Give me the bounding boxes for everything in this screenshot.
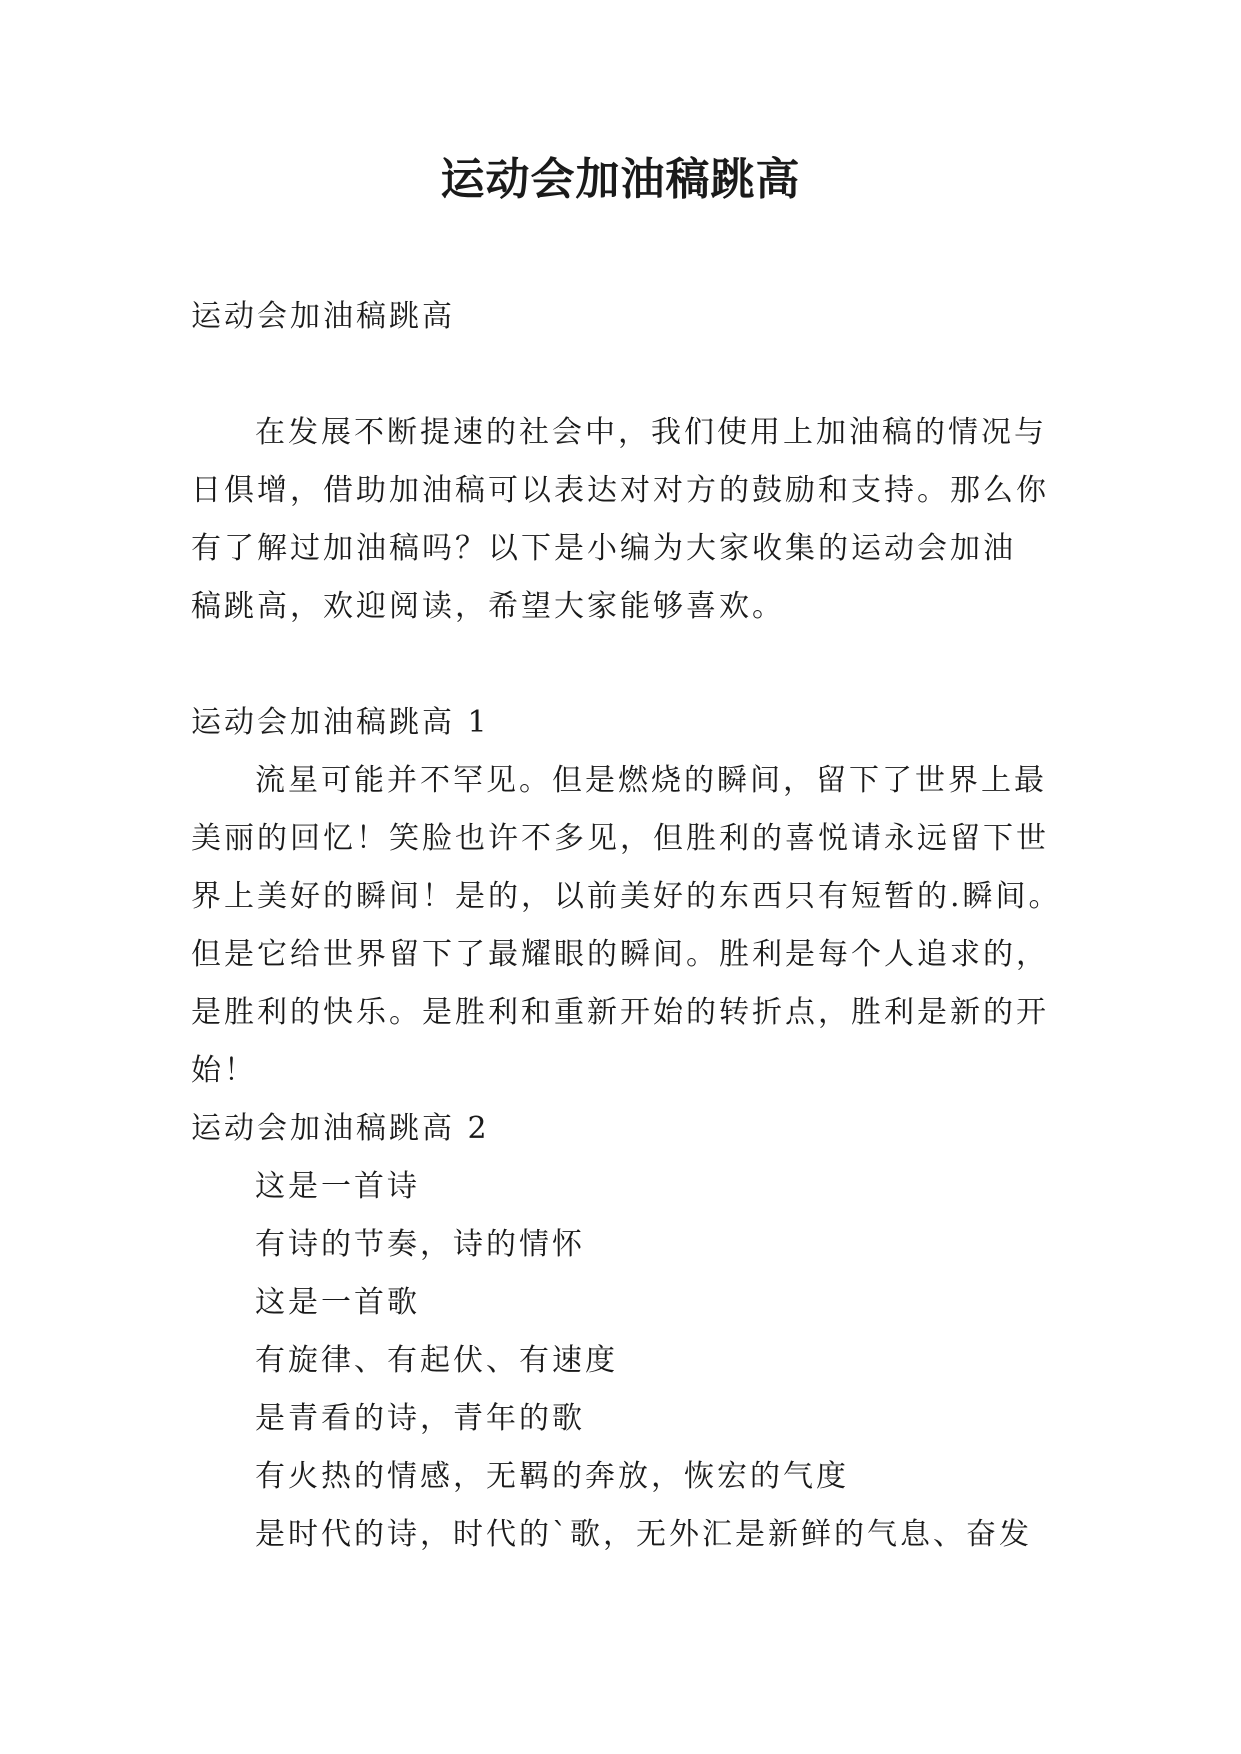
- document-title: 运动会加油稿跳高: [440, 154, 801, 205]
- poem-line: 是时代的诗，时代的`歌，无外汇是新鲜的气息、奋发: [255, 1517, 1032, 1552]
- intro-line: 日俱增，借助加油稿可以表达对对方的鼓励和支持。那么你: [191, 473, 1049, 508]
- poem-line: 有诗的节奏，诗的情怀: [255, 1227, 585, 1262]
- poem-line: 这是一首歌: [255, 1285, 420, 1320]
- section-1-line: 美丽的回忆！笑脸也许不多见，但胜利的喜悦请永远留下世: [191, 821, 1049, 856]
- section-1-heading: 运动会加油稿跳高 1: [191, 705, 490, 740]
- section-2-heading: 运动会加油稿跳高 2: [191, 1111, 490, 1146]
- intro-line: 有了解过加油稿吗？以下是小编为大家收集的运动会加油: [191, 531, 1016, 566]
- intro-line: 在发展不断提速的社会中，我们使用上加油稿的情况与: [255, 415, 1047, 450]
- section-1-line: 始！: [191, 1053, 257, 1088]
- document-body: [191, 288, 1071, 1564]
- section-1-line: 是胜利的快乐。是胜利和重新开始的转折点，胜利是新的开: [191, 995, 1049, 1030]
- section-1-line: 界上美好的瞬间！是的，以前美好的东西只有短暂的.瞬间。: [191, 879, 1062, 914]
- section-1-line: 流星可能并不罕见。但是燃烧的瞬间，留下了世界上最: [255, 763, 1047, 798]
- poem-line: 有旋律、有起伏、有速度: [255, 1343, 618, 1378]
- poem-line: 这是一首诗: [255, 1169, 420, 1204]
- document-subtitle: 运动会加油稿跳高: [191, 299, 455, 334]
- section-1-line: 但是它给世界留下了最耀眼的瞬间。胜利是每个人追求的，: [191, 937, 1049, 972]
- poem-line: 是青看的诗，青年的歌: [255, 1401, 585, 1436]
- intro-line: 稿跳高，欢迎阅读，希望大家能够喜欢。: [191, 589, 785, 624]
- poem-line: 有火热的情感，无羁的奔放，恢宏的气度: [255, 1459, 849, 1494]
